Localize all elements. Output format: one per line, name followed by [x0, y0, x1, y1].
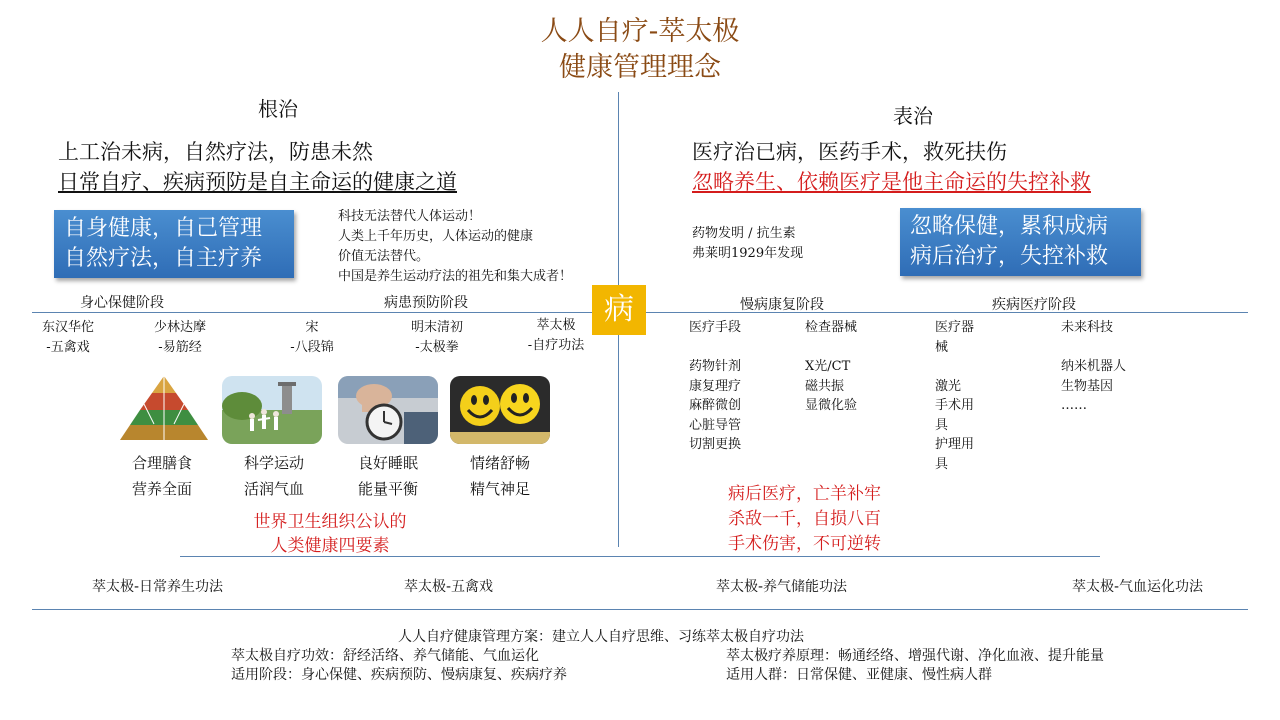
history-name: 东汉华佗: [41, 320, 94, 335]
stage-treatment: 疾病医疗阶段: [992, 297, 1076, 313]
warn-line: 病后医疗，亡羊补牢: [728, 484, 881, 504]
col-item: 心脏导管: [689, 417, 742, 433]
right-line1: 医疗治已病，医药手术，救死扶伤: [692, 140, 1007, 164]
left-blue-box: [54, 210, 294, 278]
left-notes: [338, 207, 623, 287]
col-item: 医疗器: [935, 320, 975, 335]
right-box-line1: 忽略保健，累积成病: [910, 214, 1109, 239]
left-note: 中国是养生运动疗法的祖先和集大成者！: [338, 269, 573, 284]
col-item: 麻醉微创: [689, 398, 742, 413]
history-method: -五禽戏: [46, 340, 90, 355]
col-item: 护理用: [935, 437, 975, 452]
right-box-line2: 病后治疗，失控补救: [910, 244, 1109, 269]
left-box-line2: 自然疗法，自主疗养: [64, 246, 263, 271]
footer-stages: 适用阶段：身心保健、疾病预防、慢病康复、疾病疗养: [231, 667, 567, 683]
left-note: 科技无法替代人体运动！: [338, 209, 482, 224]
right-note: 弗莱明1929年发现: [692, 246, 804, 261]
col-item: [805, 338, 857, 358]
history-name: 少林达摩: [153, 320, 206, 335]
alarm-clock-photo: [338, 376, 438, 444]
medical-device-column: [935, 318, 974, 474]
taichi-exercise-photo: [222, 376, 322, 444]
footer-principle: 萃太极疗养原理：畅通经络、增强代谢、净化血液、提升能量: [726, 648, 1104, 664]
method-energy: 萃太极-养气储能功法: [716, 579, 848, 595]
method-wuqinxi: 萃太极-五禽戏: [404, 579, 494, 595]
col-item: 磁共振: [805, 378, 845, 394]
history-name: 萃太极: [536, 318, 576, 333]
exam-equipment-column: [805, 318, 857, 416]
col-item: 具: [935, 417, 949, 433]
col-item: 医疗手段: [689, 320, 742, 335]
left-line2: 日常自疗、疾病预防是自主命运的健康之道: [58, 170, 457, 194]
caption-line1: 科学运动: [243, 454, 304, 472]
right-blue-box: [900, 208, 1141, 276]
col-item: 纳米机器人: [1061, 359, 1127, 374]
history-item: [276, 318, 348, 358]
footer-people: 适用人群：日常保健、亚健康、慢性病人群: [726, 667, 992, 683]
caption-line1: 合理膳食: [131, 454, 192, 472]
history-name: 宋: [305, 320, 319, 335]
left-note: 人类上千年历史，人体运动的健康: [338, 229, 534, 244]
right-note: 药物发明 / 抗生素: [692, 226, 796, 241]
right-notes: [692, 224, 803, 264]
footer-divider: [32, 609, 1248, 610]
element-caption: [450, 450, 550, 502]
col-item: 康复理疗: [689, 378, 742, 394]
element-caption: [112, 450, 212, 502]
caption-line2: 活润气血: [243, 480, 304, 498]
col-item: 械: [935, 339, 949, 355]
left-heading: 根治: [258, 97, 298, 121]
col-item: 未来科技: [1061, 320, 1114, 335]
history-method: -自疗功法: [527, 338, 585, 353]
right-line2: 忽略养生、依赖医疗是他主命运的失控补救: [692, 170, 1091, 194]
caption-line2: 营养全面: [131, 480, 192, 498]
page-subtitle: 健康管理理念: [559, 52, 721, 83]
caption-line1: 良好睡眠: [357, 454, 418, 472]
col-item: 具: [935, 456, 949, 472]
caption-line2: 精气神足: [469, 480, 530, 498]
col-item: [689, 338, 741, 358]
caption-line1: 情绪舒畅: [469, 454, 530, 472]
medical-means-column: [689, 318, 741, 455]
method-qiblood: 萃太极-气血运化功法: [1072, 579, 1204, 595]
history-method: -太极拳: [415, 340, 459, 355]
who-line: 世界卫生组织公认的: [253, 512, 407, 532]
left-line1: 上工治未病，自然疗法，防患未然: [58, 140, 373, 164]
future-tech-column: [1061, 318, 1126, 416]
right-heading: 表治: [893, 104, 933, 128]
stage-wellness: 身心保健阶段: [80, 295, 164, 311]
food-pyramid-icon: [114, 374, 214, 442]
who-line: 人类健康四要素: [270, 536, 390, 556]
smiley-faces-photo: [450, 376, 550, 444]
col-item: 激光: [935, 378, 962, 394]
history-method: -易筋经: [158, 340, 202, 355]
col-item: ……: [1061, 398, 1087, 413]
left-box-line1: 自身健康，自己管理: [64, 216, 263, 241]
col-item: 手术用: [935, 398, 975, 413]
illness-badge: 病: [592, 285, 646, 335]
element-caption: [338, 450, 438, 502]
col-item: [1061, 338, 1126, 358]
left-note: 价值无法替代。: [338, 249, 430, 264]
col-item: 药物针剂: [689, 359, 742, 374]
history-item: [516, 316, 596, 356]
treatment-warning: [728, 482, 881, 557]
col-item: 切割更换: [689, 437, 742, 452]
history-item: [144, 318, 216, 358]
warn-line: 杀敌一千，自损八百: [728, 509, 881, 529]
col-item: 检查器械: [805, 320, 858, 335]
warn-line: 手术伤害，不可逆转: [728, 534, 881, 554]
footer-plan: 人人自疗健康管理方案：建立人人自疗思维、习练萃太极自疗功法: [398, 629, 804, 645]
col-item: 显微化验: [805, 398, 858, 413]
stage-prevention: 病患预防阶段: [384, 295, 468, 311]
history-item: [32, 318, 104, 358]
footer-efficacy: 萃太极自疗功效：舒经活络、养气储能、气血运化: [231, 648, 539, 664]
col-item: [935, 357, 974, 377]
stage-recovery: 慢病康复阶段: [740, 297, 824, 313]
history-name: 明末清初: [410, 320, 463, 335]
col-item: 生物基因: [1061, 378, 1114, 394]
element-caption: [224, 450, 324, 502]
page-title: 人人自疗-萃太极: [540, 16, 740, 47]
caption-line2: 能量平衡: [357, 480, 418, 498]
history-item: [398, 318, 476, 358]
col-item: X光/CT: [805, 359, 851, 374]
history-method: -八段锦: [290, 340, 334, 355]
method-daily: 萃太极-日常养生功法: [92, 579, 224, 595]
who-note: [230, 510, 430, 558]
